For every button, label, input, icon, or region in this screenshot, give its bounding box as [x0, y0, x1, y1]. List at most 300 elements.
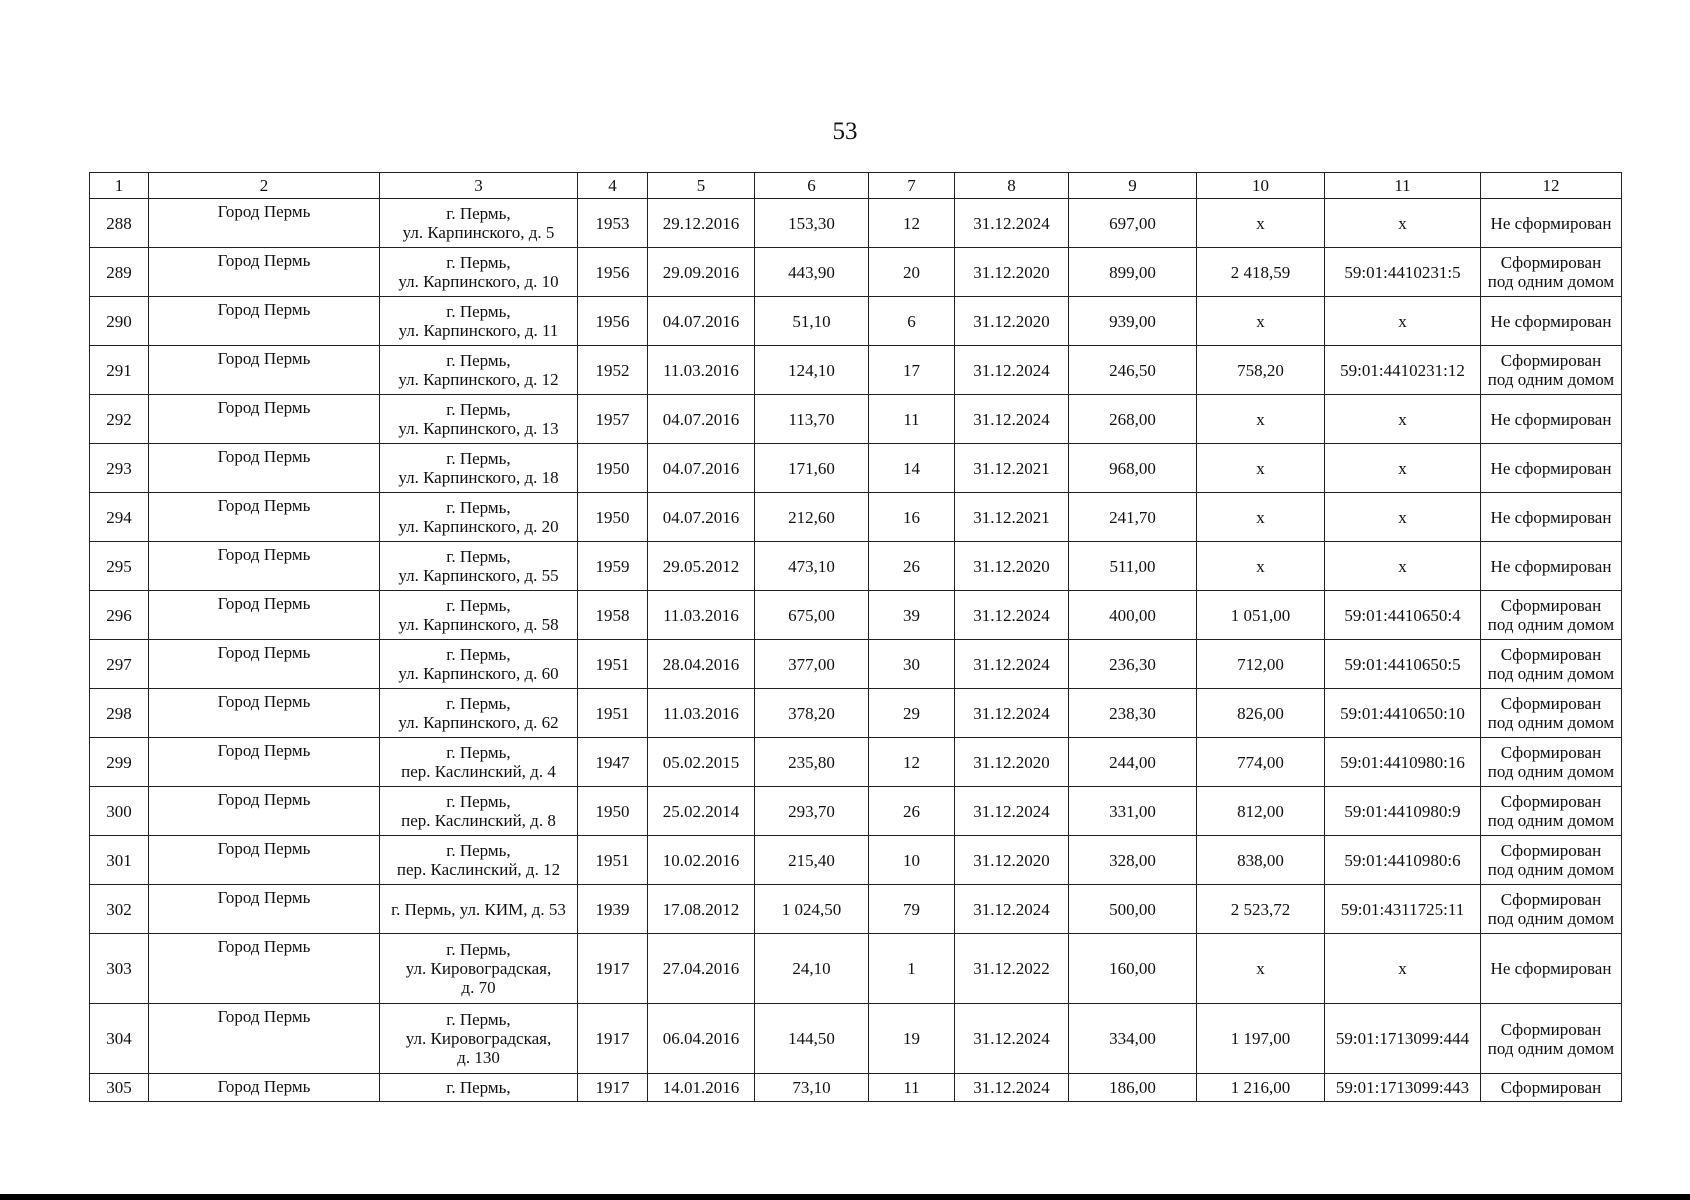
land-status: [1481, 934, 1622, 1004]
land-status-line: Сформирован: [1500, 792, 1602, 811]
area-value: 443,90: [755, 248, 869, 297]
land-area: x: [1197, 542, 1325, 591]
build-year: 1950: [578, 493, 648, 542]
address: [380, 836, 578, 885]
recognition-date: 28.04.2016: [648, 640, 755, 689]
land-status-line: Сформирован: [1500, 841, 1602, 860]
address: [380, 640, 578, 689]
table-row: [90, 444, 1622, 493]
column-9-value: 244,00: [1069, 738, 1197, 787]
row-number: 292: [90, 395, 149, 444]
address: [380, 542, 578, 591]
row-number: 290: [90, 297, 149, 346]
land-status-line: Сформирован: [1500, 743, 1602, 762]
planned-date: 31.12.2024: [955, 640, 1069, 689]
table-row: [90, 248, 1622, 297]
table-row: [90, 199, 1622, 248]
recognition-date: 04.07.2016: [648, 297, 755, 346]
address-line: ул. Карпинского, д. 55: [398, 566, 559, 585]
cadastral-number: x: [1325, 444, 1481, 493]
column-9-value: 331,00: [1069, 787, 1197, 836]
municipality: Город Пермь: [149, 1004, 380, 1074]
land-status: [1481, 885, 1622, 934]
address: [380, 738, 578, 787]
planned-date: 31.12.2024: [955, 689, 1069, 738]
land-area: 2 523,72: [1197, 885, 1325, 934]
planned-date: 31.12.2024: [955, 346, 1069, 395]
cadastral-number: 59:01:4410650:5: [1325, 640, 1481, 689]
address-line: г. Пермь,: [446, 1078, 511, 1097]
land-status: [1481, 248, 1622, 297]
build-year: 1953: [578, 199, 648, 248]
address-line: ул. Карпинского, д. 60: [398, 664, 559, 683]
column-header-6: 6: [755, 173, 869, 199]
municipality: Город Пермь: [149, 444, 380, 493]
land-area: x: [1197, 493, 1325, 542]
land-status: [1481, 297, 1622, 346]
build-year: 1957: [578, 395, 648, 444]
address-line: г. Пермь,: [446, 498, 511, 517]
land-area: 826,00: [1197, 689, 1325, 738]
municipality: Город Пермь: [149, 493, 380, 542]
municipality: Город Пермь: [149, 248, 380, 297]
address: [380, 787, 578, 836]
column-header-9: 9: [1069, 173, 1197, 199]
address-line: г. Пермь,: [446, 841, 511, 860]
municipality: Город Пермь: [149, 591, 380, 640]
municipality: Город Пермь: [149, 836, 380, 885]
land-area: x: [1197, 444, 1325, 493]
residents-count: 20: [869, 248, 955, 297]
address-line: ул. Кировоградская,: [405, 959, 552, 978]
address: [380, 297, 578, 346]
row-number: 295: [90, 542, 149, 591]
land-status-line: Не сформирован: [1490, 458, 1612, 478]
address-line: пер. Каслинский, д. 12: [396, 860, 561, 879]
land-status-line: под одним домом: [1487, 909, 1615, 928]
planned-date: 31.12.2024: [955, 199, 1069, 248]
build-year: 1939: [578, 885, 648, 934]
address-line: г. Пермь,: [446, 694, 511, 713]
land-area: 812,00: [1197, 787, 1325, 836]
row-number: 303: [90, 934, 149, 1004]
land-status: [1481, 836, 1622, 885]
land-area: x: [1197, 934, 1325, 1004]
planned-date: 31.12.2020: [955, 836, 1069, 885]
residents-count: 10: [869, 836, 955, 885]
planned-date: 31.12.2024: [955, 787, 1069, 836]
land-status-line: Сформирован: [1500, 596, 1602, 615]
planned-date: 31.12.2021: [955, 493, 1069, 542]
recognition-date: 10.02.2016: [648, 836, 755, 885]
municipality: Город Пермь: [149, 640, 380, 689]
planned-date: 31.12.2020: [955, 542, 1069, 591]
address-line: г. Пермь,: [446, 253, 511, 272]
municipality: Город Пермь: [149, 1074, 380, 1102]
address-line: ул. Карпинского, д. 18: [398, 468, 559, 487]
residents-count: 39: [869, 591, 955, 640]
cadastral-number: 59:01:4410980:9: [1325, 787, 1481, 836]
land-status-line: Сформирован: [1500, 694, 1602, 713]
row-number: 297: [90, 640, 149, 689]
cadastral-number: 59:01:4410650:10: [1325, 689, 1481, 738]
address-line: пер. Каслинский, д. 4: [401, 762, 556, 781]
land-status-line: Не сформирован: [1490, 409, 1612, 429]
area-value: 215,40: [755, 836, 869, 885]
address: [380, 395, 578, 444]
municipality: Город Пермь: [149, 738, 380, 787]
residents-count: 11: [869, 1074, 955, 1102]
planned-date: 31.12.2024: [955, 885, 1069, 934]
cadastral-number: 59:01:4410231:5: [1325, 248, 1481, 297]
build-year: 1947: [578, 738, 648, 787]
land-status: [1481, 493, 1622, 542]
address: [380, 346, 578, 395]
recognition-date: 29.09.2016: [648, 248, 755, 297]
land-status-line: под одним домом: [1487, 370, 1615, 389]
build-year: 1952: [578, 346, 648, 395]
land-area: 1 216,00: [1197, 1074, 1325, 1102]
land-status-line: под одним домом: [1487, 615, 1615, 634]
column-9-value: 968,00: [1069, 444, 1197, 493]
cadastral-number: 59:01:4410980:6: [1325, 836, 1481, 885]
land-status-line: под одним домом: [1487, 1038, 1615, 1058]
column-header-3: 3: [380, 173, 578, 199]
land-status-line: Сформирован: [1500, 1019, 1602, 1039]
address-line: ул. Кировоградская,: [405, 1029, 552, 1048]
address: [380, 591, 578, 640]
area-value: 378,20: [755, 689, 869, 738]
column-9-value: 241,70: [1069, 493, 1197, 542]
recognition-date: 06.04.2016: [648, 1004, 755, 1074]
land-status-line: Сформирован: [1500, 351, 1602, 370]
address-line: г. Пермь,: [446, 743, 511, 762]
recognition-date: 14.01.2016: [648, 1074, 755, 1102]
residents-count: 26: [869, 542, 955, 591]
address-line: ул. Карпинского, д. 20: [398, 517, 559, 536]
land-area: 1 197,00: [1197, 1004, 1325, 1074]
build-year: 1958: [578, 591, 648, 640]
land-status: [1481, 689, 1622, 738]
area-value: 24,10: [755, 934, 869, 1004]
column-9-value: 268,00: [1069, 395, 1197, 444]
recognition-date: 05.02.2015: [648, 738, 755, 787]
column-header-11: 11: [1325, 173, 1481, 199]
planned-date: 31.12.2024: [955, 395, 1069, 444]
planned-date: 31.12.2024: [955, 1004, 1069, 1074]
address-line: г. Пермь,: [446, 449, 511, 468]
row-number: 302: [90, 885, 149, 934]
cadastral-number: 59:01:4410650:4: [1325, 591, 1481, 640]
address-line: г. Пермь,: [446, 645, 511, 664]
column-header-7: 7: [869, 173, 955, 199]
residents-count: 17: [869, 346, 955, 395]
column-header-12: 12: [1481, 173, 1622, 199]
cadastral-number: 59:01:4410231:12: [1325, 346, 1481, 395]
column-9-value: 236,30: [1069, 640, 1197, 689]
column-9-value: 697,00: [1069, 199, 1197, 248]
planned-date: 31.12.2024: [955, 591, 1069, 640]
row-number: 304: [90, 1004, 149, 1074]
residents-count: 6: [869, 297, 955, 346]
area-value: 153,30: [755, 199, 869, 248]
recognition-date: 04.07.2016: [648, 444, 755, 493]
address-line: ул. Карпинского, д. 5: [402, 223, 555, 242]
land-status-line: Не сформирован: [1490, 959, 1612, 978]
cadastral-number: x: [1325, 542, 1481, 591]
municipality: Город Пермь: [149, 346, 380, 395]
table-row: [90, 640, 1622, 689]
row-number: 300: [90, 787, 149, 836]
land-status: [1481, 738, 1622, 787]
land-status-line: под одним домом: [1487, 272, 1615, 291]
land-status-line: под одним домом: [1487, 713, 1615, 732]
build-year: 1917: [578, 1004, 648, 1074]
build-year: 1956: [578, 248, 648, 297]
address-line: г. Пермь,: [446, 792, 511, 811]
address-line: г. Пермь,: [446, 1010, 511, 1029]
table-row: [90, 346, 1622, 395]
residents-count: 12: [869, 199, 955, 248]
cadastral-number: x: [1325, 297, 1481, 346]
land-status-line: Не сформирован: [1490, 311, 1612, 331]
address: [380, 934, 578, 1004]
land-status-line: под одним домом: [1487, 664, 1615, 683]
row-number: 291: [90, 346, 149, 395]
area-value: 1 024,50: [755, 885, 869, 934]
address-line: г. Пермь,: [446, 204, 511, 223]
planned-date: 31.12.2020: [955, 248, 1069, 297]
cadastral-number: 59:01:1713099:444: [1325, 1004, 1481, 1074]
address-line: ул. Карпинского, д. 58: [398, 615, 559, 634]
table-row: [90, 787, 1622, 836]
residents-count: 19: [869, 1004, 955, 1074]
land-area: 774,00: [1197, 738, 1325, 787]
planned-date: 31.12.2020: [955, 297, 1069, 346]
residents-count: 30: [869, 640, 955, 689]
build-year: 1917: [578, 934, 648, 1004]
land-status-line: Сформирован: [1500, 253, 1602, 272]
row-number: 305: [90, 1074, 149, 1102]
build-year: 1950: [578, 444, 648, 493]
cadastral-number: x: [1325, 395, 1481, 444]
land-status-line: под одним домом: [1487, 762, 1615, 781]
address-line: г. Пермь,: [446, 547, 511, 566]
cadastral-number: 59:01:1713099:443: [1325, 1074, 1481, 1102]
area-value: 113,70: [755, 395, 869, 444]
row-number: 288: [90, 199, 149, 248]
row-number: 298: [90, 689, 149, 738]
land-status: [1481, 395, 1622, 444]
land-status-line: Сформирован: [1500, 645, 1602, 664]
area-value: 212,60: [755, 493, 869, 542]
land-status-line: Не сформирован: [1490, 213, 1612, 233]
land-area: 1 051,00: [1197, 591, 1325, 640]
area-value: 73,10: [755, 1074, 869, 1102]
column-9-value: 160,00: [1069, 934, 1197, 1004]
address: [380, 199, 578, 248]
land-status-line: под одним домом: [1487, 860, 1615, 879]
address: [380, 1004, 578, 1074]
land-area: x: [1197, 297, 1325, 346]
cadastral-number: x: [1325, 934, 1481, 1004]
address-line: г. Пермь,: [446, 351, 511, 370]
planned-date: 31.12.2021: [955, 444, 1069, 493]
column-9-value: 939,00: [1069, 297, 1197, 346]
recognition-date: 17.08.2012: [648, 885, 755, 934]
table-body: [90, 199, 1622, 1102]
address: [380, 1074, 578, 1102]
address-line: ул. Карпинского, д. 12: [398, 370, 559, 389]
column-9-value: 400,00: [1069, 591, 1197, 640]
address-line: г. Пермь,: [446, 400, 511, 419]
column-9-value: 246,50: [1069, 346, 1197, 395]
land-status: [1481, 199, 1622, 248]
scan-edge-bar: [0, 1194, 1690, 1200]
table-row: [90, 591, 1622, 640]
land-status-line: Не сформирован: [1490, 507, 1612, 527]
address-line: г. Пермь,: [446, 596, 511, 615]
land-status: [1481, 640, 1622, 689]
cadastral-number: 59:01:4410980:16: [1325, 738, 1481, 787]
recognition-date: 29.12.2016: [648, 199, 755, 248]
address: [380, 689, 578, 738]
table-row: [90, 689, 1622, 738]
land-status-line: Сформирован: [1500, 890, 1602, 909]
land-status-line: Не сформирован: [1490, 556, 1612, 576]
area-value: 293,70: [755, 787, 869, 836]
residents-count: 16: [869, 493, 955, 542]
land-area: 2 418,59: [1197, 248, 1325, 297]
header-row: [90, 173, 1622, 199]
column-9-value: 334,00: [1069, 1004, 1197, 1074]
land-status: [1481, 591, 1622, 640]
row-number: 294: [90, 493, 149, 542]
table-row: [90, 297, 1622, 346]
residents-count: 26: [869, 787, 955, 836]
address: [380, 885, 578, 934]
column-header-5: 5: [648, 173, 755, 199]
recognition-date: 27.04.2016: [648, 934, 755, 1004]
cadastral-number: x: [1325, 493, 1481, 542]
column-header-10: 10: [1197, 173, 1325, 199]
land-area: 758,20: [1197, 346, 1325, 395]
build-year: 1917: [578, 1074, 648, 1102]
address: [380, 493, 578, 542]
address-line: ул. Карпинского, д. 11: [398, 321, 559, 340]
recognition-date: 04.07.2016: [648, 493, 755, 542]
housing-registry-table: [89, 172, 1622, 1102]
planned-date: 31.12.2022: [955, 934, 1069, 1004]
municipality: Город Пермь: [149, 787, 380, 836]
area-value: 377,00: [755, 640, 869, 689]
municipality: Город Пермь: [149, 934, 380, 1004]
address-line: ул. Карпинского, д. 62: [398, 713, 559, 732]
land-status: [1481, 1074, 1622, 1102]
address-line: д. 70: [461, 978, 496, 997]
table-row: [90, 1074, 1622, 1102]
column-9-value: 899,00: [1069, 248, 1197, 297]
cadastral-number: x: [1325, 199, 1481, 248]
column-header-1: 1: [90, 173, 149, 199]
residents-count: 12: [869, 738, 955, 787]
area-value: 235,80: [755, 738, 869, 787]
column-9-value: 186,00: [1069, 1074, 1197, 1102]
page-number: 53: [832, 118, 858, 145]
land-area: 712,00: [1197, 640, 1325, 689]
land-status: [1481, 787, 1622, 836]
build-year: 1951: [578, 689, 648, 738]
area-value: 51,10: [755, 297, 869, 346]
residents-count: 29: [869, 689, 955, 738]
municipality: Город Пермь: [149, 542, 380, 591]
area-value: 144,50: [755, 1004, 869, 1074]
table-row: [90, 934, 1622, 1004]
recognition-date: 11.03.2016: [648, 689, 755, 738]
recognition-date: 29.05.2012: [648, 542, 755, 591]
land-status-line: Сформирован: [1500, 1078, 1602, 1097]
address-line: ул. Карпинского, д. 13: [398, 419, 559, 438]
table-row: [90, 738, 1622, 787]
address-line: пер. Каслинский, д. 8: [401, 811, 556, 830]
column-header-4: 4: [578, 173, 648, 199]
area-value: 171,60: [755, 444, 869, 493]
address-line: г. Пермь, ул. КИМ, д. 53: [391, 899, 566, 919]
address: [380, 248, 578, 297]
address-line: г. Пермь,: [446, 302, 511, 321]
row-number: 296: [90, 591, 149, 640]
build-year: 1951: [578, 836, 648, 885]
land-status: [1481, 444, 1622, 493]
build-year: 1956: [578, 297, 648, 346]
municipality: Город Пермь: [149, 199, 380, 248]
column-9-value: 511,00: [1069, 542, 1197, 591]
table-row: [90, 542, 1622, 591]
area-value: 124,10: [755, 346, 869, 395]
row-number: 293: [90, 444, 149, 493]
area-value: 473,10: [755, 542, 869, 591]
column-9-value: 328,00: [1069, 836, 1197, 885]
municipality: Город Пермь: [149, 885, 380, 934]
recognition-date: 11.03.2016: [648, 346, 755, 395]
table-row: [90, 395, 1622, 444]
land-status: [1481, 346, 1622, 395]
column-9-value: 238,30: [1069, 689, 1197, 738]
row-number: 301: [90, 836, 149, 885]
land-area: x: [1197, 395, 1325, 444]
table-row: [90, 885, 1622, 934]
build-year: 1951: [578, 640, 648, 689]
column-header-8: 8: [955, 173, 1069, 199]
land-status: [1481, 1004, 1622, 1074]
row-number: 299: [90, 738, 149, 787]
municipality: Город Пермь: [149, 689, 380, 738]
address: [380, 444, 578, 493]
land-area: 838,00: [1197, 836, 1325, 885]
address-line: ул. Карпинского, д. 10: [398, 272, 559, 291]
land-status-line: под одним домом: [1487, 811, 1615, 830]
residents-count: 1: [869, 934, 955, 1004]
recognition-date: 04.07.2016: [648, 395, 755, 444]
column-9-value: 500,00: [1069, 885, 1197, 934]
land-status: [1481, 542, 1622, 591]
table-row: [90, 493, 1622, 542]
area-value: 675,00: [755, 591, 869, 640]
land-area: x: [1197, 199, 1325, 248]
table-row: [90, 836, 1622, 885]
municipality: Город Пермь: [149, 395, 380, 444]
residents-count: 11: [869, 395, 955, 444]
